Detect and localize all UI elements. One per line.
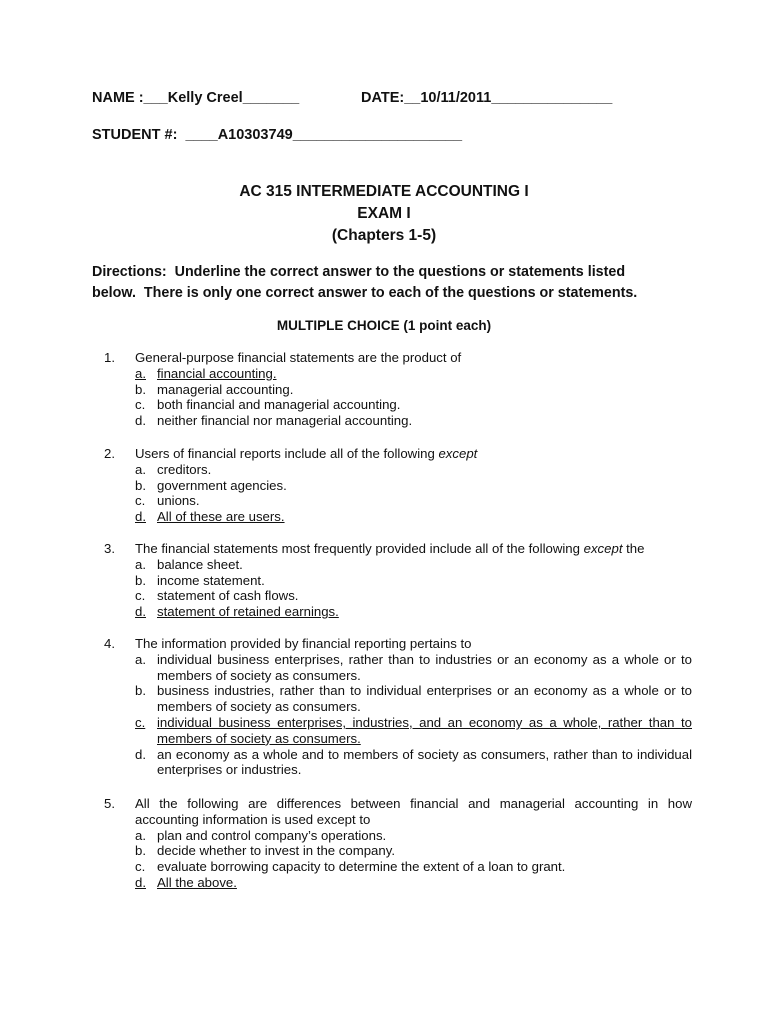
option-letter: a.	[135, 556, 146, 572]
option-c[interactable]	[135, 493, 692, 509]
option-letter: c.	[135, 397, 146, 413]
question-4	[92, 636, 692, 778]
option-text: government agencies.	[157, 477, 287, 493]
option-text: both financial and managerial accounting.	[157, 397, 401, 413]
option-text: neither financial nor managerial accounting.	[157, 413, 413, 429]
question-number: 5.	[104, 796, 115, 811]
option-a[interactable]	[135, 462, 692, 478]
date-field: DATE:__10/11/2011_______________	[361, 90, 613, 106]
option-text: financial accounting.	[157, 365, 277, 381]
option-b[interactable]	[135, 382, 692, 398]
option-text: balance sheet.	[157, 556, 243, 572]
option-d[interactable]	[135, 413, 692, 429]
option-letter: d.	[135, 746, 146, 762]
option-letter: b.	[135, 381, 146, 397]
option-b[interactable]	[135, 478, 692, 494]
option-c[interactable]	[135, 588, 692, 604]
option-letter: d.	[135, 509, 146, 525]
option-d-selected[interactable]	[135, 604, 692, 620]
name-field: NAME :___Kelly Creel_______	[92, 90, 300, 106]
question-1	[92, 350, 692, 429]
option-letter: d.	[135, 604, 146, 620]
option-letter: a.	[135, 365, 146, 381]
option-letter: d.	[135, 413, 146, 429]
option-text: unions.	[157, 493, 200, 509]
student-number-field: STUDENT #: ____A10303749_____________________	[92, 127, 463, 143]
option-letter: d.	[135, 874, 146, 890]
option-letter: c.	[135, 493, 146, 509]
option-text: an economy as a whole and to members of society as consumers, rather than to individual enterprises or industries.	[157, 746, 692, 778]
chapters-title: (Chapters 1-5)	[331, 227, 437, 244]
question-number: 2.	[104, 446, 115, 461]
question-stem: General-purpose financial statements are the product of	[135, 350, 462, 365]
option-text: evaluate borrowing capacity to determine the extent of a loan to grant.	[157, 859, 566, 875]
option-d-selected[interactable]	[135, 875, 692, 891]
option-letter: b.	[135, 843, 146, 859]
option-c[interactable]	[135, 859, 692, 875]
option-d-selected[interactable]	[135, 509, 692, 525]
course-title: AC 315 INTERMEDIATE ACCOUNTING I	[239, 183, 529, 200]
option-b[interactable]	[135, 843, 692, 859]
option-b[interactable]	[135, 573, 692, 589]
stem-text: Users of financial reports include all of the following	[135, 446, 439, 461]
option-text: creditors.	[157, 461, 212, 477]
option-text: All the above.	[157, 874, 237, 890]
section-heading: MULTIPLE CHOICE (1 point each)	[276, 318, 492, 333]
option-text: statement of cash flows.	[157, 588, 299, 604]
option-text: All of these are users.	[157, 509, 285, 525]
question-2	[92, 446, 692, 525]
option-text: managerial accounting.	[157, 381, 294, 397]
option-letter: a.	[135, 827, 146, 843]
question-stem: The information provided by financial reporting pertains to	[135, 636, 472, 651]
question-3	[92, 541, 692, 620]
stem-emphasis: except	[438, 446, 478, 461]
option-a[interactable]	[135, 557, 692, 573]
option-letter: c.	[135, 714, 146, 730]
option-text: decide whether to invest in the company.	[157, 843, 395, 859]
directions-line-2: below. There is only one correct answer to each of the questions or statements.	[92, 285, 638, 301]
question-number: 1.	[104, 350, 115, 365]
option-text: plan and control company’s operations.	[157, 827, 387, 843]
option-letter: b.	[135, 477, 146, 493]
option-a[interactable]	[135, 828, 692, 844]
option-b[interactable]	[135, 683, 692, 715]
option-c[interactable]	[135, 397, 692, 413]
question-number: 3.	[104, 541, 115, 556]
option-text: income statement.	[157, 572, 265, 588]
option-letter: a.	[135, 651, 146, 667]
option-d[interactable]	[135, 747, 692, 779]
question-stem	[135, 541, 692, 557]
exam-title: EXAM I	[357, 205, 411, 222]
option-letter: b.	[135, 572, 146, 588]
option-text: individual business enterprises, rather than to industries or an economy as a whole or to members of society as consumers.	[157, 651, 692, 683]
question-5	[92, 796, 692, 891]
option-letter: b.	[135, 683, 146, 699]
option-a[interactable]	[135, 652, 692, 684]
stem-text: The financial statements most frequently provided include all of the following	[135, 541, 584, 556]
question-stem	[135, 446, 692, 462]
question-number: 4.	[104, 636, 115, 651]
option-text: statement of retained earnings.	[157, 604, 339, 620]
option-letter: a.	[135, 461, 146, 477]
option-a-selected[interactable]	[135, 366, 692, 382]
question-stem: All the following are differences between financial and managerial accounting in how accounting information is used except to	[135, 796, 692, 827]
option-text: business industries, rather than to individual enterprises or an economy as a whole or to members of society as consumers.	[157, 683, 692, 715]
option-letter: c.	[135, 588, 146, 604]
option-letter: c.	[135, 859, 146, 875]
stem-emphasis: except	[583, 541, 623, 556]
directions-line-1: Directions: Underline the correct answer to the questions or statements listed	[92, 264, 626, 280]
option-c-selected[interactable]	[135, 715, 692, 747]
option-text: individual business enterprises, industries, and an economy as a whole, rather than to members of society as consumers.	[157, 714, 692, 746]
stem-text-end: the	[622, 541, 645, 556]
